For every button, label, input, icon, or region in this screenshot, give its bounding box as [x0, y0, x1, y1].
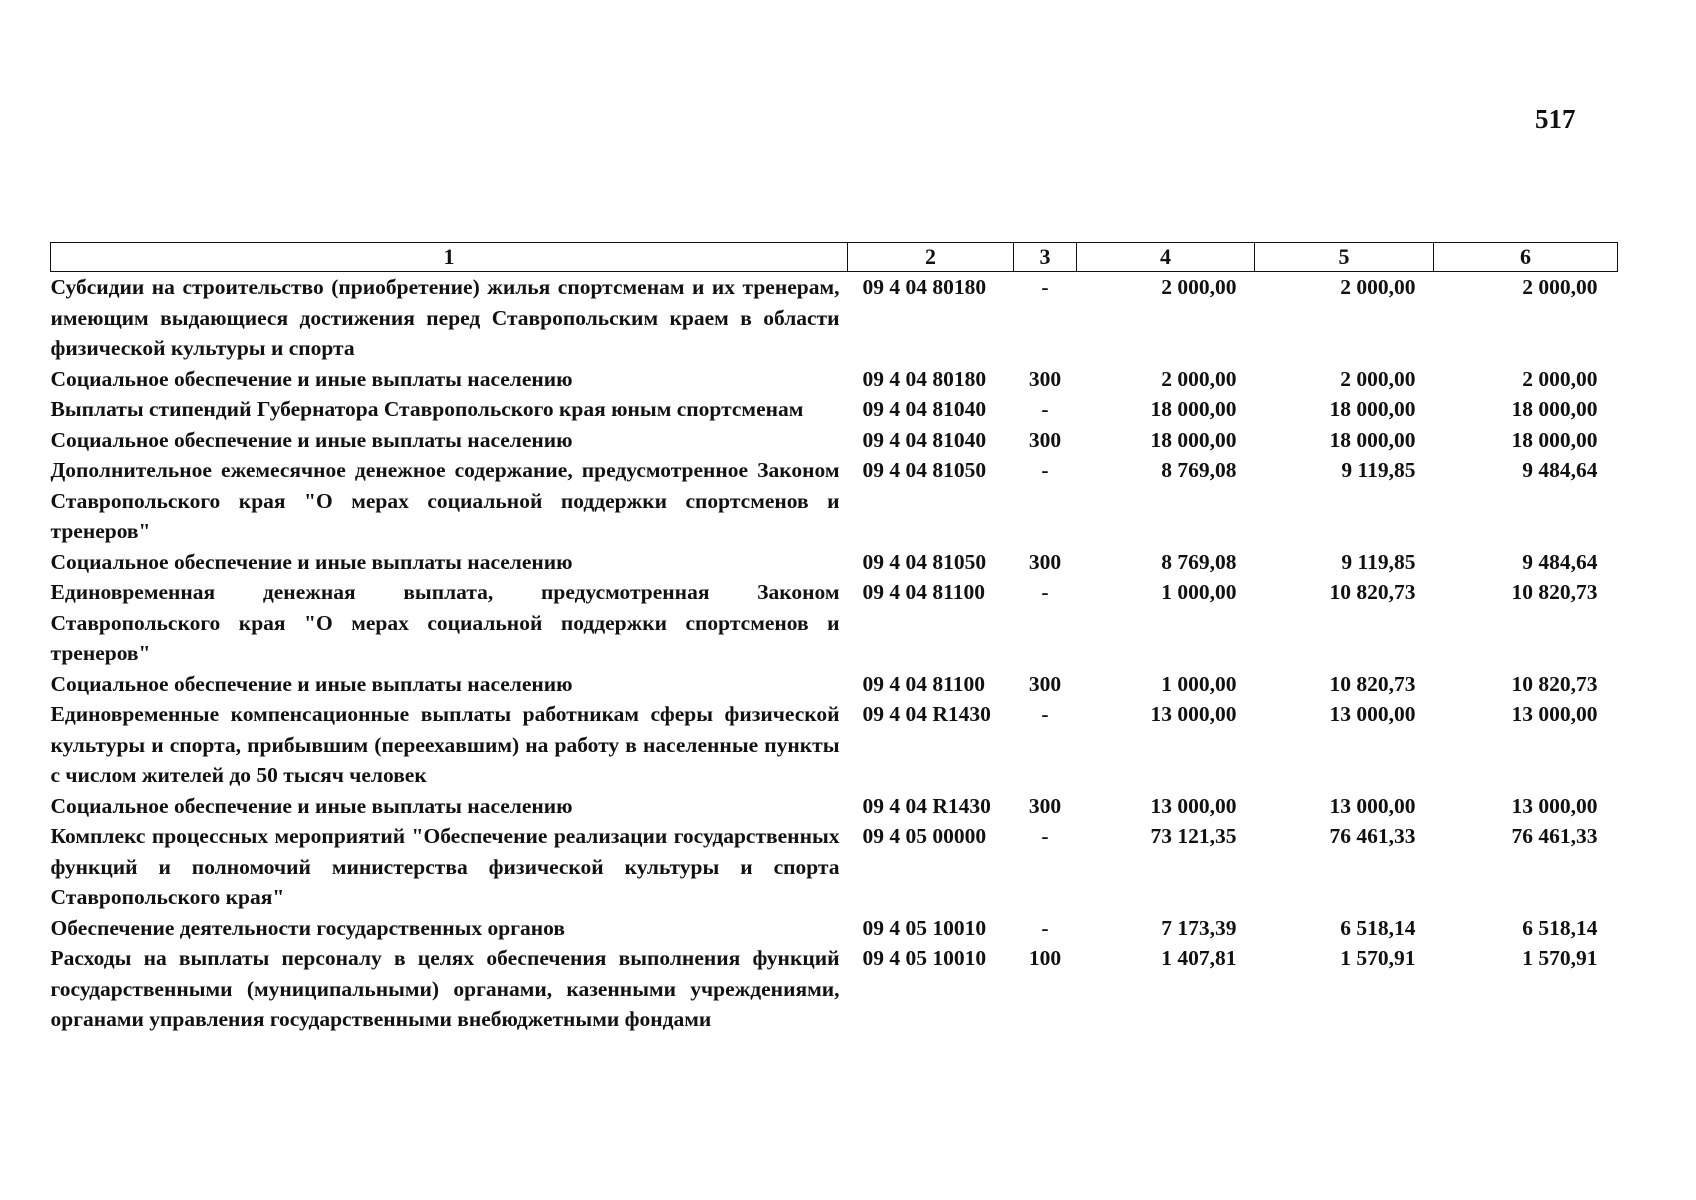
expense-type-cell: 300 — [1028, 671, 1062, 696]
column-header-1: 1 — [51, 243, 848, 272]
amount-col5-cell: 9 119,85 — [1341, 458, 1416, 482]
amount-col4-cell: 18 000,00 — [1150, 427, 1237, 452]
amount-col4-cell: 1 000,00 — [1161, 580, 1237, 604]
target-code-cell: 09 4 05 00000 — [862, 824, 987, 848]
amount-col4-cell: 8 769,08 — [1161, 549, 1237, 574]
target-code-cell: 09 4 04 81100 — [862, 671, 985, 696]
amount-col6-cell: 9 484,64 — [1522, 549, 1598, 574]
target-code-cell: 09 4 04 81050 — [862, 458, 987, 482]
amount-col4-cell: 2 000,00 — [1161, 366, 1237, 391]
column-header-4: 4 — [1077, 243, 1255, 272]
table-row — [51, 699, 1618, 791]
expense-name-cell: Социальное обеспечение и иные выплаты населению — [50, 549, 573, 574]
expense-type-cell: 300 — [1028, 549, 1062, 574]
header-row — [51, 243, 1618, 272]
column-header-5: 5 — [1255, 243, 1434, 272]
expense-type-cell: - — [1041, 458, 1049, 482]
amount-col4-cell: 1 000,00 — [1161, 671, 1237, 696]
amount-col6-cell: 9 484,64 — [1522, 458, 1598, 482]
amount-col6-cell: 6 518,14 — [1522, 915, 1598, 940]
amount-col6-cell: 10 820,73 — [1511, 671, 1598, 696]
expense-type-cell: - — [1041, 702, 1049, 726]
amount-col5-cell: 76 461,33 — [1329, 824, 1416, 848]
table-row — [51, 547, 1618, 578]
amount-col5-cell: 13 000,00 — [1329, 793, 1416, 818]
amount-col6-cell: 18 000,00 — [1511, 427, 1598, 452]
table-body — [51, 272, 1618, 1035]
target-code-cell: 09 4 04 R1430 — [862, 793, 991, 818]
table-row — [51, 425, 1618, 456]
amount-col4-cell: 2 000,00 — [1161, 275, 1237, 299]
expense-type-cell: 300 — [1028, 793, 1062, 818]
amount-col5-cell: 2 000,00 — [1340, 275, 1416, 299]
column-header-6: 6 — [1434, 243, 1618, 272]
target-code-cell: 09 4 04 R1430 — [862, 702, 991, 726]
expense-name-cell: Дополнительное ежемесячное денежное содержание, предусмотренное Законом Ставропольского края "О мерах социальной поддержки спортсменов и тренеров" — [50, 458, 840, 543]
amount-col5-cell: 13 000,00 — [1329, 702, 1416, 726]
table-row — [51, 577, 1618, 669]
table-row — [51, 669, 1618, 700]
target-code-cell: 09 4 04 80180 — [862, 275, 987, 299]
amount-col5-cell: 18 000,00 — [1329, 427, 1416, 452]
target-code-cell: 09 4 04 81040 — [862, 397, 987, 421]
amount-col5-cell: 10 820,73 — [1329, 580, 1416, 604]
expense-type-cell: 300 — [1028, 366, 1062, 391]
page-number: 517 — [1535, 104, 1576, 134]
expense-name-cell: Социальное обеспечение и иные выплаты населению — [50, 366, 573, 391]
amount-col6-cell: 1 570,91 — [1522, 946, 1598, 970]
table-row — [51, 272, 1618, 364]
expense-name-cell: Единовременные компенсационные выплаты работникам сферы физической культуры и спорта, прибывшим (переехавшим) на работу в населенные пункты с числом жителей до 50 тысяч человек — [50, 702, 840, 787]
expense-type-cell: - — [1041, 275, 1049, 299]
amount-col6-cell: 2 000,00 — [1522, 366, 1598, 391]
amount-col4-cell: 7 173,39 — [1161, 915, 1237, 940]
target-code-cell: 09 4 04 80180 — [862, 366, 987, 391]
budget-table — [50, 242, 1618, 1035]
amount-col6-cell: 2 000,00 — [1522, 275, 1598, 299]
column-header-3: 3 — [1014, 243, 1077, 272]
table-row — [51, 394, 1618, 425]
table-header — [51, 243, 1618, 272]
amount-col5-cell: 2 000,00 — [1340, 366, 1416, 391]
expense-type-cell: - — [1041, 824, 1049, 848]
expense-name-cell: Обеспечение деятельности государственных органов — [50, 915, 565, 940]
amount-col6-cell: 10 820,73 — [1511, 580, 1598, 604]
column-header-2: 2 — [848, 243, 1014, 272]
expense-type-cell: 300 — [1028, 427, 1062, 452]
amount-col4-cell: 8 769,08 — [1161, 458, 1237, 482]
expense-name-cell: Социальное обеспечение и иные выплаты населению — [50, 793, 573, 818]
amount-col4-cell: 13 000,00 — [1150, 702, 1237, 726]
expense-name-cell: Субсидии на строительство (приобретение) жилья спортсменам и их тренерам, имеющим выдающиеся достижения перед Ставропольским краем в области физической культуры и спорта — [50, 275, 840, 360]
target-code-cell: 09 4 05 10010 — [862, 946, 987, 970]
expense-name-cell: Комплекс процессных мероприятий "Обеспечение реализации государственных функций и полномочий министерства физической культуры и спорта Ставропольского края" — [50, 824, 840, 909]
amount-col4-cell: 1 407,81 — [1161, 946, 1237, 970]
expense-type-cell: - — [1041, 397, 1049, 421]
amount-col4-cell: 73 121,35 — [1150, 824, 1237, 848]
amount-col4-cell: 13 000,00 — [1150, 793, 1237, 818]
expense-name-cell: Социальное обеспечение и иные выплаты населению — [50, 671, 573, 696]
amount-col5-cell: 18 000,00 — [1329, 397, 1416, 421]
table-row — [51, 791, 1618, 822]
target-code-cell: 09 4 05 10010 — [862, 915, 987, 940]
table-row — [51, 943, 1618, 1035]
expense-name-cell: Выплаты стипендий Губернатора Ставропольского края юным спортсменам — [50, 397, 804, 421]
table-row — [51, 821, 1618, 913]
amount-col5-cell: 9 119,85 — [1341, 549, 1416, 574]
target-code-cell: 09 4 04 81050 — [862, 549, 987, 574]
expense-name-cell: Расходы на выплаты персоналу в целях обеспечения выполнения функций государственными (муниципальными) органами, казенными учреждениями, органами управления государственными внебюджетными фондами — [50, 946, 840, 1031]
expense-type-cell: - — [1041, 580, 1049, 604]
expense-name-cell: Социальное обеспечение и иные выплаты населению — [50, 427, 573, 452]
table-row — [51, 455, 1618, 547]
amount-col6-cell: 76 461,33 — [1511, 824, 1598, 848]
expense-type-cell: 100 — [1028, 946, 1062, 970]
table-row — [51, 364, 1618, 395]
amount-col6-cell: 13 000,00 — [1511, 702, 1598, 726]
target-code-cell: 09 4 04 81100 — [862, 580, 985, 604]
amount-col5-cell: 10 820,73 — [1329, 671, 1416, 696]
amount-col6-cell: 18 000,00 — [1511, 397, 1598, 421]
expense-name-cell: Единовременная денежная выплата, предусмотренная Законом Ставропольского края "О мерах социальной поддержки спортсменов и тренеров" — [50, 580, 840, 665]
amount-col6-cell: 13 000,00 — [1511, 793, 1598, 818]
amount-col5-cell: 6 518,14 — [1340, 915, 1416, 940]
expense-type-cell: - — [1041, 915, 1049, 940]
amount-col5-cell: 1 570,91 — [1340, 946, 1416, 970]
target-code-cell: 09 4 04 81040 — [862, 427, 987, 452]
table-row — [51, 913, 1618, 944]
amount-col4-cell: 18 000,00 — [1150, 397, 1237, 421]
